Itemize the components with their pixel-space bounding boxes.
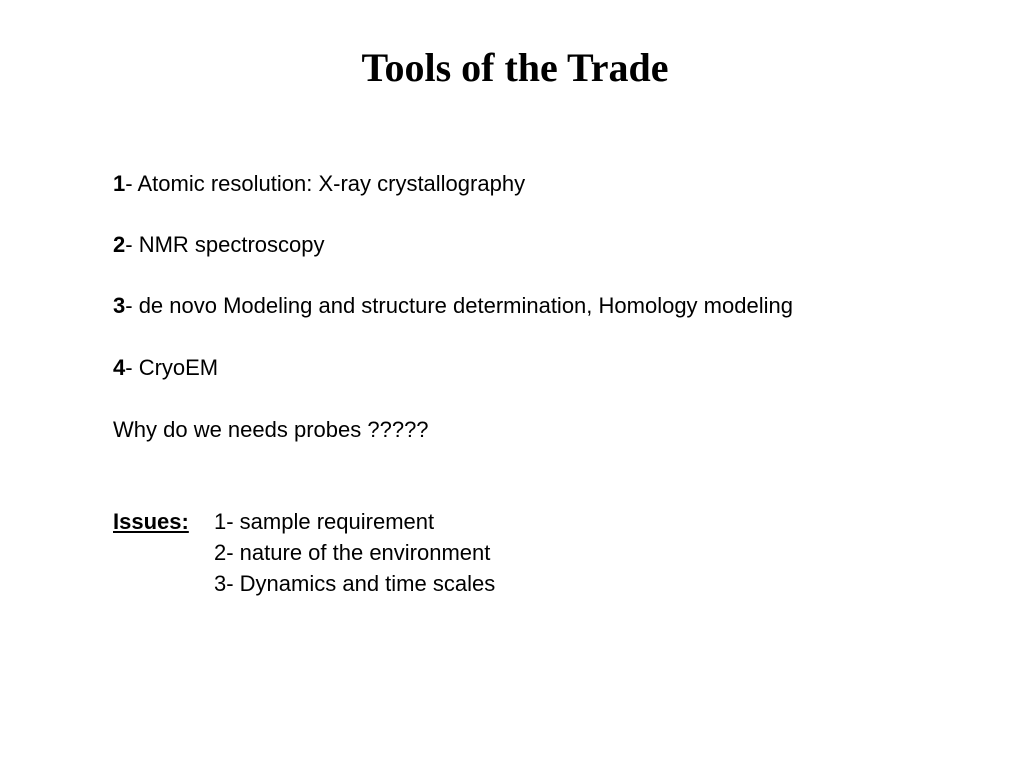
tool-item-4 [113,355,218,381]
tool-item-number: 3 [113,293,126,318]
tool-item-text: - NMR spectroscopy [125,232,325,257]
tool-item-3 [113,293,793,319]
tool-item-number: 4 [113,355,126,380]
tool-item-number: 1 [113,171,126,196]
tool-item-1 [113,171,525,197]
issue-item-3: 3- Dynamics and time scales [214,571,496,596]
issues-label: Issues: [113,509,189,534]
tool-item-text: - Atomic resolution: X-ray crystallography [125,171,526,196]
tool-item-number: 2 [113,232,126,257]
tool-item-2 [113,232,325,258]
issue-item-1: 1- sample requirement [214,509,435,534]
slide-title: Tools of the Trade [361,45,669,90]
tool-item-text: - CryoEM [125,355,219,380]
probes-question: Why do we needs probes ????? [113,417,429,442]
tool-item-text: - de novo Modeling and structure determination, Homology modeling [125,293,793,318]
issue-item-2: 2- nature of the environment [214,540,491,565]
